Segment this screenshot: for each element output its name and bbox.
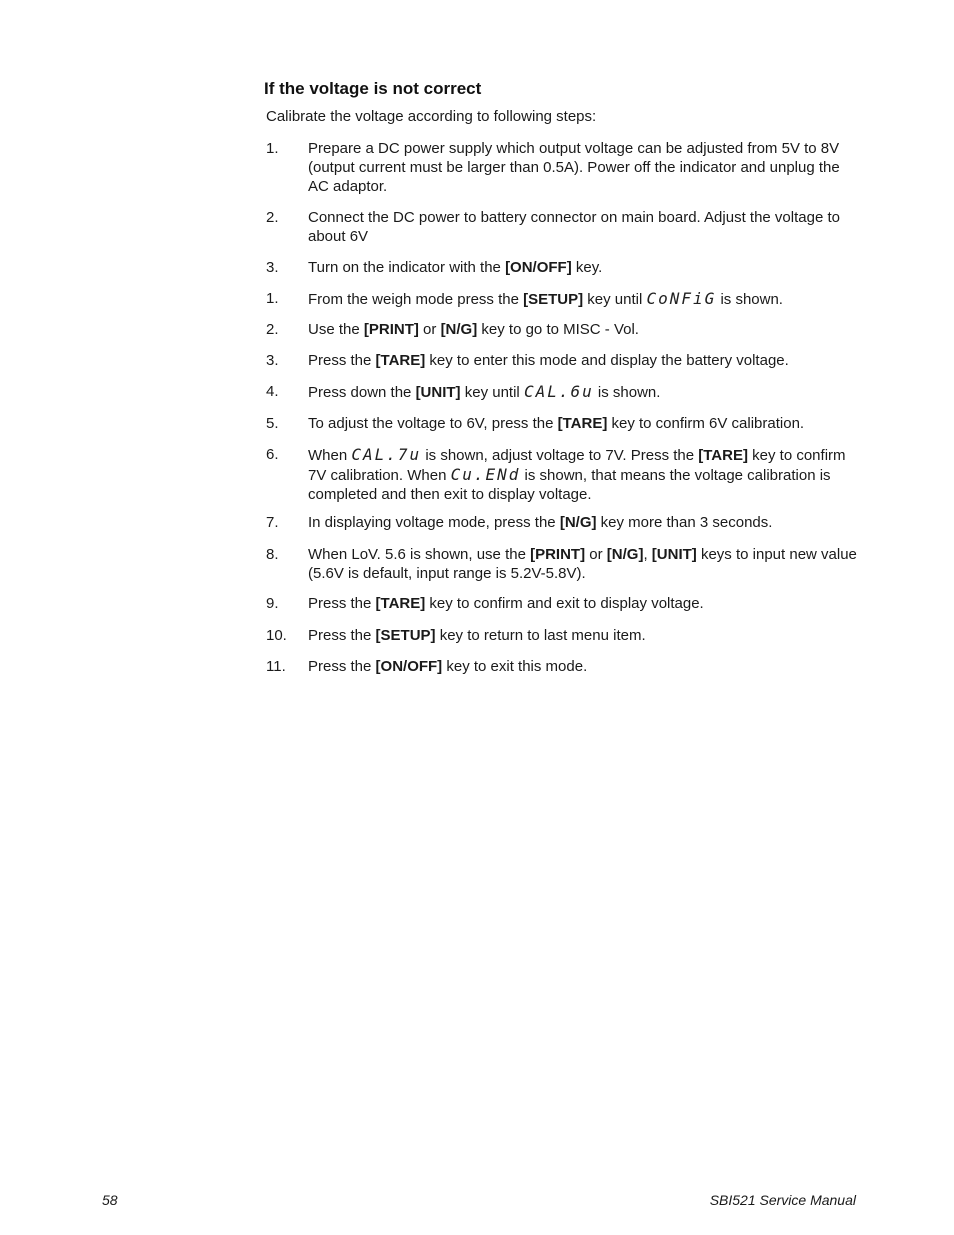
step-text: Press the [TARE] key to enter this mode and display the battery voltage. xyxy=(308,352,789,369)
footer-title: SBI521 Service Manual xyxy=(709,1192,856,1208)
key-label: [ON/OFF] xyxy=(505,259,572,276)
key-label: [TARE] xyxy=(375,352,426,369)
page-number: 58 xyxy=(102,1192,118,1208)
key-label: [PRINT] xyxy=(363,321,419,338)
step-text: To adjust the voltage to 6V, press the [TARE] key to confirm 6V calibration. xyxy=(308,415,805,432)
step-text: When LoV. 5.6 is shown, use the [PRINT] or [N/G], [UNIT] keys to input new value (5.6V is default, input range is 5.2V-5.8V). xyxy=(308,546,857,582)
key-label: [UNIT] xyxy=(651,546,697,563)
step-text: In displaying voltage mode, press the [N/G] key more than 3 seconds. xyxy=(308,514,773,531)
step-text: Press down the [UNIT] key until CAL.6u is shown. xyxy=(308,382,661,401)
step-number: 2. xyxy=(266,321,279,338)
step-text: From the weigh mode press the [SETUP] key until CoNFiG is shown. xyxy=(308,289,783,308)
step-number: 11. xyxy=(266,658,286,675)
step-text: Press the [SETUP] key to return to last menu item. xyxy=(308,627,646,644)
step-number: 9. xyxy=(266,595,279,612)
step-number: 10. xyxy=(266,627,287,644)
step-text: Turn on the indicator with the [ON/OFF] key. xyxy=(308,259,603,276)
section-heading: If the voltage is not correct xyxy=(264,79,482,98)
step-text: Press the [TARE] key to confirm and exit to display voltage. xyxy=(308,595,704,612)
step-number: 1. xyxy=(266,290,279,307)
lcd-display-text: CAL.7u xyxy=(351,445,422,464)
step-number: 8. xyxy=(266,546,279,563)
key-label: [UNIT] xyxy=(415,384,461,401)
step-number: 7. xyxy=(266,514,279,531)
step-text: Connect the DC power to battery connector on main board. Adjust the voltage to about 6V xyxy=(308,209,840,245)
lcd-display-text: Cu.ENd xyxy=(450,465,521,484)
step-text: Use the [PRINT] or [N/G] key to go to MISC - Vol. xyxy=(308,321,639,338)
key-label: [SETUP] xyxy=(523,291,584,308)
key-label: [TARE] xyxy=(557,415,608,432)
step-number: 3. xyxy=(266,259,279,276)
lcd-display-text: CAL.6u xyxy=(523,382,594,401)
key-label: [N/G] xyxy=(559,514,597,531)
key-label: [TARE] xyxy=(375,595,426,612)
step-number: 2. xyxy=(266,209,279,226)
step-number: 5. xyxy=(266,415,279,432)
key-label: [N/G] xyxy=(606,546,644,563)
step-number: 1. xyxy=(266,140,279,157)
key-label: [PRINT] xyxy=(530,546,586,563)
step-number: 3. xyxy=(266,352,279,369)
key-label: [ON/OFF] xyxy=(375,658,443,675)
key-label: [TARE] xyxy=(698,447,748,464)
step-text: When CAL.7u is shown, adjust voltage to 7V. Press the [TARE] key to confirm 7V calibration. When Cu.ENd is shown, that means the voltage calibration is completed and then exit to display voltage. xyxy=(308,445,846,503)
lcd-display-text: CoNFiG xyxy=(646,289,717,308)
intro-text: Calibrate the voltage according to following steps: xyxy=(266,108,597,125)
step-number: 4. xyxy=(266,383,279,400)
step-text: Press the [ON/OFF] key to exit this mode. xyxy=(308,658,588,675)
key-label: [SETUP] xyxy=(375,627,436,644)
key-label: [N/G] xyxy=(440,321,478,338)
step-text: Prepare a DC power supply which output voltage can be adjusted from 5V to 8V (output current must be larger than 0.5A). Power off the indicator and unplug the AC adaptor. xyxy=(308,140,840,195)
step-number: 6. xyxy=(266,446,279,463)
